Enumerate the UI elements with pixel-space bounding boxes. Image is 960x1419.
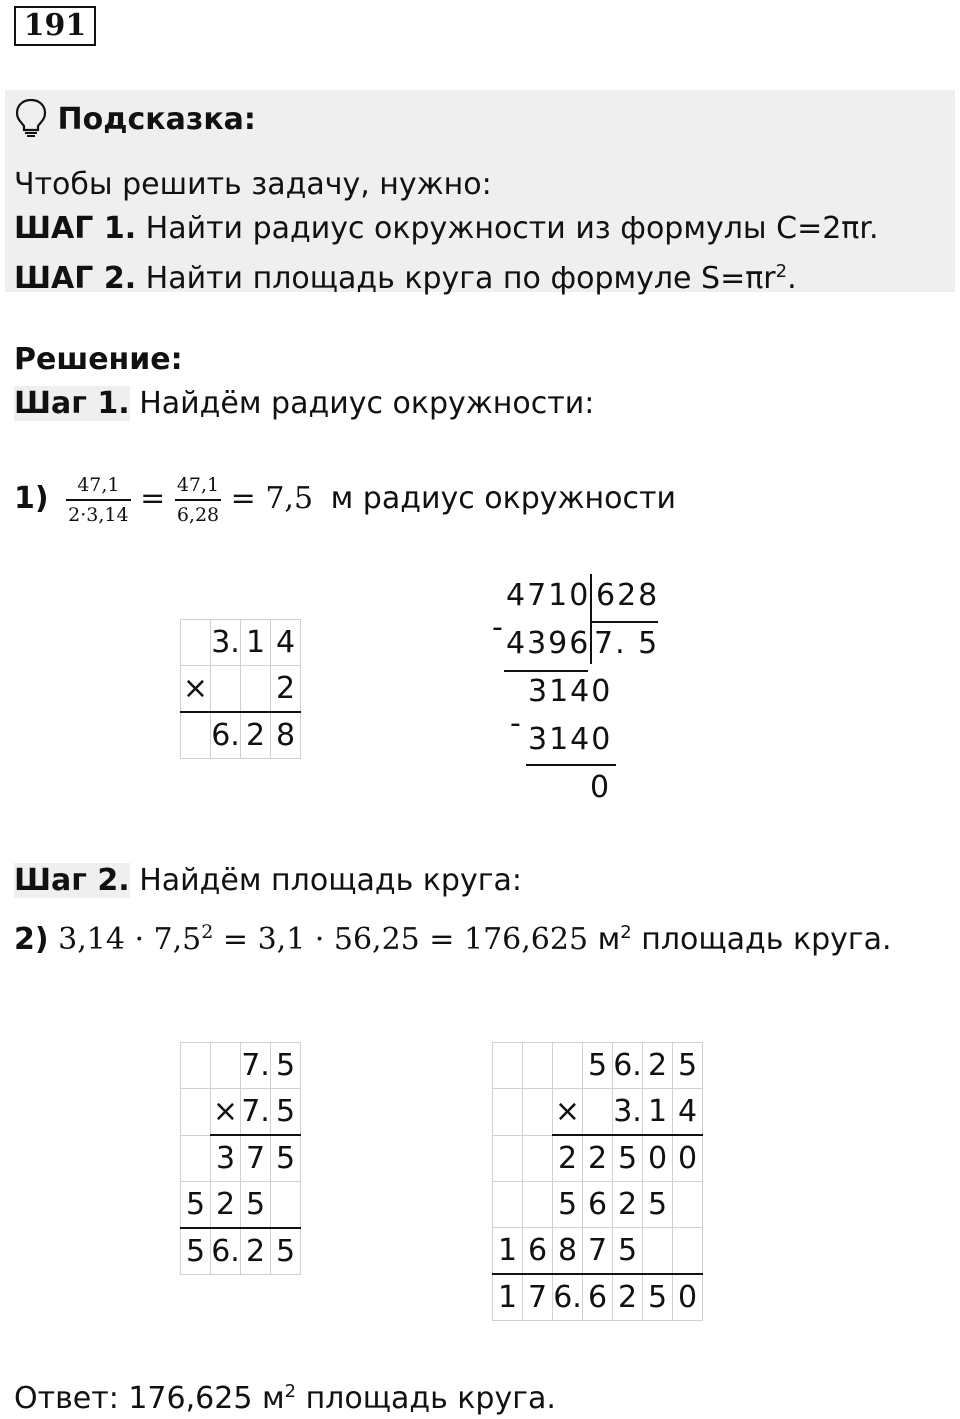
fraction-2: $\frac{47,1}{6,28}$ xyxy=(175,471,221,529)
grid-cell: 7 xyxy=(523,1274,553,1321)
grid-cell xyxy=(673,1182,703,1228)
grid-cell: 1 xyxy=(241,620,271,666)
hint-step2: ШАГ 2. Найти площадь круга по формуле $S=\pi r^2$. xyxy=(14,261,797,296)
multiplication-56-25-by-3-14 xyxy=(492,1042,703,1321)
grid-row xyxy=(181,620,301,666)
grid-cell: 8 xyxy=(271,712,301,759)
grid-cell: 5 xyxy=(643,1274,673,1321)
grid-cell xyxy=(523,1135,553,1182)
grid-row xyxy=(493,1135,703,1182)
solution-step2: Шаг 2. Найдём площадь круга: xyxy=(14,863,522,898)
grid-cell: 5 xyxy=(181,1228,211,1275)
grid-cell: 5 xyxy=(643,1182,673,1228)
solution-title: Решение: xyxy=(14,342,183,377)
grid-cell xyxy=(493,1043,523,1089)
grid-row xyxy=(493,1089,703,1136)
grid-cell: 5 xyxy=(613,1135,643,1182)
equation-2: 2) $3,14 \cdot 7,5^2 = 3,1 \cdot 56,25 = 176,625$ $м^2$ площадь круга. xyxy=(14,921,892,957)
grid-cell: 5 xyxy=(613,1228,643,1275)
grid-cell: 3 xyxy=(211,1135,241,1182)
grid-cell: 4 xyxy=(673,1089,703,1136)
quotient: 7. 5 xyxy=(594,626,660,661)
grid-row xyxy=(181,1182,301,1229)
grid-cell: 6 xyxy=(583,1182,613,1228)
grid-cell xyxy=(181,620,211,666)
grid-cell xyxy=(493,1089,523,1136)
grid-cell xyxy=(493,1182,523,1228)
grid-row xyxy=(181,1228,301,1275)
grid-cell: 1 xyxy=(493,1274,523,1321)
hint-intro: Чтобы решить задачу, нужно: xyxy=(14,167,492,202)
grid-cell xyxy=(523,1043,553,1089)
grid-row xyxy=(181,712,301,759)
grid-cell xyxy=(211,666,241,713)
lightbulb-icon xyxy=(14,97,48,137)
grid-row xyxy=(181,666,301,713)
grid-cell xyxy=(583,1089,613,1136)
hint-title xyxy=(14,97,256,140)
grid-cell xyxy=(673,1228,703,1275)
grid-cell xyxy=(241,666,271,713)
divisor: 628 xyxy=(596,578,660,613)
dividend: 4710 xyxy=(506,578,591,613)
grid-row xyxy=(181,1043,301,1089)
grid-cell: 5 xyxy=(271,1089,301,1136)
grid-row xyxy=(493,1043,703,1089)
grid-cell: 2 xyxy=(583,1135,613,1182)
solution-step1: Шаг 1. Найдём радиус окружности: xyxy=(14,386,595,421)
grid-cell: 6. xyxy=(211,712,241,759)
grid-cell: × xyxy=(553,1089,583,1136)
grid-cell: 7. xyxy=(241,1089,271,1136)
hint-title-text: Подсказка: xyxy=(57,102,256,137)
grid-cell: 5 xyxy=(241,1182,271,1229)
grid-cell: 7 xyxy=(583,1228,613,1275)
subtrahend-2: 3140 xyxy=(528,722,613,757)
grid-cell: 5 xyxy=(271,1228,301,1275)
grid-cell: 0 xyxy=(643,1135,673,1182)
hint-step1: ШАГ 1. Найти радиус окружности из формулы С=2πr. xyxy=(14,211,879,246)
grid-cell: 8 xyxy=(553,1228,583,1275)
grid-cell: 7 xyxy=(241,1135,271,1182)
multiplication-3-14-by-2 xyxy=(180,619,301,759)
grid-row xyxy=(181,1135,301,1182)
grid-cell: 7. xyxy=(241,1043,271,1089)
equation-1: 1) $\frac{47,1}{2\cdot 3,14}$ = $\frac{47,1}{6,28}$ = 7,5 м радиус окружности xyxy=(14,466,676,532)
grid-row xyxy=(493,1228,703,1275)
grid-cell xyxy=(181,1089,211,1136)
grid-cell: 0 xyxy=(673,1135,703,1182)
grid-cell xyxy=(493,1135,523,1182)
grid-cell xyxy=(523,1182,553,1228)
grid-cell xyxy=(181,1135,211,1182)
grid-cell: 5 xyxy=(271,1135,301,1182)
grid-cell: 4 xyxy=(271,620,301,666)
grid-cell xyxy=(553,1043,583,1089)
grid-cell: 1 xyxy=(643,1089,673,1136)
grid-cell: 6 xyxy=(523,1228,553,1275)
grid-cell xyxy=(181,712,211,759)
grid-cell: 1 xyxy=(493,1228,523,1275)
grid-cell: 2 xyxy=(271,666,301,713)
grid-cell: 2 xyxy=(643,1043,673,1089)
problem-number: 191 xyxy=(14,6,96,46)
grid-cell xyxy=(181,1043,211,1089)
long-division: 4710 628 - 4396 7. 5 3140 - 3140 0 xyxy=(490,572,670,812)
grid-cell: 0 xyxy=(673,1274,703,1321)
grid-cell: 5 xyxy=(181,1182,211,1229)
grid-cell: 5 xyxy=(673,1043,703,1089)
remainder-2: 0 xyxy=(590,770,612,805)
remainder-1: 3140 xyxy=(528,674,613,709)
grid-cell: 2 xyxy=(241,1228,271,1275)
grid-cell: 2 xyxy=(241,712,271,759)
grid-cell: 3. xyxy=(211,620,241,666)
grid-cell: 6. xyxy=(613,1043,643,1089)
grid-cell: 5 xyxy=(553,1182,583,1228)
grid-cell xyxy=(643,1228,673,1275)
fraction-1: $\frac{47,1}{2\cdot 3,14}$ xyxy=(66,471,130,529)
grid-cell xyxy=(523,1089,553,1136)
grid-cell: 6. xyxy=(211,1228,241,1275)
grid-cell: 3. xyxy=(613,1089,643,1136)
grid-cell: × xyxy=(211,1089,241,1136)
grid-cell: 5 xyxy=(583,1043,613,1089)
grid-cell: 2 xyxy=(613,1182,643,1228)
grid-cell: 2 xyxy=(553,1135,583,1182)
grid-cell: 6 xyxy=(583,1274,613,1321)
grid-cell: × xyxy=(181,666,211,713)
multiplication-7-5-by-7-5 xyxy=(180,1042,301,1275)
grid-cell xyxy=(211,1043,241,1089)
grid-cell: 2 xyxy=(613,1274,643,1321)
grid-row xyxy=(493,1274,703,1321)
grid-row xyxy=(181,1089,301,1136)
grid-row xyxy=(493,1182,703,1228)
grid-cell: 2 xyxy=(211,1182,241,1229)
grid-cell: 5 xyxy=(271,1043,301,1089)
grid-cell xyxy=(271,1182,301,1229)
answer: Ответ: 176,625 $м^2$ площадь круга. xyxy=(14,1381,556,1416)
subtrahend-1: 4396 xyxy=(506,626,591,661)
grid-cell: 6. xyxy=(553,1274,583,1321)
